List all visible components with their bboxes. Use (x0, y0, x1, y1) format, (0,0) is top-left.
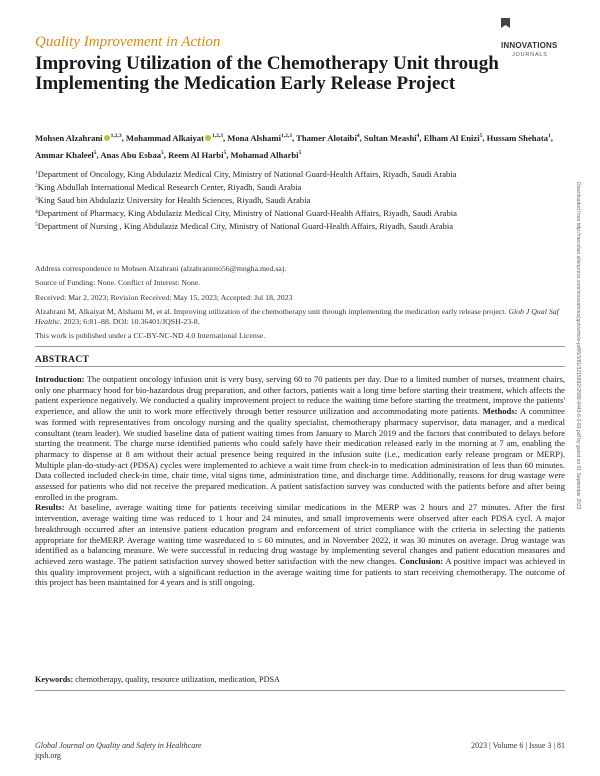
author-name: Hussam Shehata$^1$ (486, 133, 551, 143)
journal-logo: INNOVATIONS JOURNALS (501, 17, 563, 58)
divider (35, 346, 565, 347)
license: This work is published under a CC-BY-NC-ND 4.0 International License. (35, 331, 266, 340)
footer-issue: 2023 | Volume 6 | Issue 3 | 81 (471, 741, 565, 750)
abstract-body: Introduction: The outpatient oncology infusion unit is very busy, serving 60 to 70 patients per day. Due to a limited number of nurses, treatment chairs, only one pharmacy hood for bio-hazardous drug preparation, and other factors, patients wait a long time before starting their treatment, which affects the patient experience negatively. We conducted a quality improvement project to reduce the waiting time before starting the treatment, improve the patients' experience, and allow the unit to work more effectively through better resource utilization and accommodating more patients. Methods: A committee was formed with representatives from oncology nursing and the quality specialist, chemotherapy pharmacy supervisor, data manager, and a medical consultant (team leader). We studied baseline data of patient waiting times from January to March 2019 and the factors that contributed to delays before starting the treatment. The charge nurse identified patients who could safely have their medication released early in the morning at 7 am, enabling the pharmacy to dispense at 8 am without their actual presence being required in the infusion suite (i.e., medication early release program or MERP). Multiple plan-do-study-act (PDSA) cycles were implemented to achieve a wait time from check-in to medication administration of less than 60 minutes. Data collected included check-in time, chair time, vital signs time, administration time, and discharge time. Additionally, reasons for drug wastage were assessed for patients who did not receive the prepared medication. A patient satisfaction survey was conducted with the patients before and after being enrolled in the program. Results: At baseline, average waiting time for patients receiving similar medications in the MERP was 2 hours and 27 minutes. After the first intervention, average waiting time was reduced to 1 hour and 24 minutes, and small improvements were observed after each PDSA cycl. A major breakthrough occurred after an intensive patient education program and enforcement of strict compliance with the criteria in selecting the patients appropriate for theMERP. Average waiting time wasreduced to ≤ 60 minutes, and in November 2022, it was 30 minutes on average. Drug wastage was identified as a balancing measure. We were successful in reducing drug wastage by implementing several changes and patient education measures and achieved zero wastage. The patient satisfaction survey showed better satisfaction with the new changes. Conclusion: A positive impact was achieved in this quality improvement project, with a significant reduction in the average waiting time for patients to start receiving chemotherapy. The outcome of this project has been maintained for 4 years and is still ongoing. (35, 374, 565, 588)
author-name: Elham Al Enizi$^5$ (423, 133, 483, 143)
citation: Alzahrani M, Alkaiyat M, Alshami M, et al. Improving utilization of the chemotherapy unit through implementing the medication early release project. Glob J Qual Saf Healthc. 2023; 6:81–88. DOI: 10.36401/JQSH-23-8. (35, 307, 559, 326)
footer-journal: Global Journal on Quality and Safety in Healthcare jqsh.org (35, 741, 202, 760)
bookmark-icon (501, 18, 510, 28)
article-dates: Received: Mar 2, 2023; Revision Received: May 15, 2023; Accepted: Jul 18, 2023 (35, 293, 293, 302)
affiliation-item: $^3$King Saud bin Abdulaziz University for Health Sciences, Riyadh, Saudi Arabia (35, 195, 311, 205)
download-side-note: Downloaded from http://meridian.allenpress.com/innovations/jqsh/article-pdf/6/3/81/3215892/i2589-9449-6-3-81.pdf by guest on 01 September 2023 (575, 182, 581, 510)
correspondence: Address correspondence to Mohsen Alzahrani (alzahranimo56@mngha.med.sa). (35, 264, 287, 273)
orcid-icon[interactable] (205, 135, 211, 141)
orcid-icon[interactable] (104, 135, 110, 141)
affiliation-item: $^2$King Abdullah International Medical Research Center, Riyadh, Saudi Arabia (35, 182, 302, 192)
journal-site-link[interactable]: jqsh.org (35, 751, 61, 760)
affiliation-item: $^4$Department of Pharmacy, King Abdulaziz Medical City, Ministry of National Guard-Health Affairs, Riyadh, Saudi Arabia (35, 208, 457, 218)
author-name: Mohamad Alharbi$^5$ (230, 150, 302, 160)
affiliation-item: $^1$Department of Oncology, King Abdulaziz Medical City, Ministry of National Guard-Health Affairs, Riyadh, Saudi Arabia (35, 169, 457, 179)
funding-statement: Source of Funding: None. Conflict of Interest: None. (35, 278, 201, 287)
affiliation-list (35, 168, 565, 233)
author-name: Sultan Meashi$^4$ (363, 133, 420, 143)
author-name: Reem Al Harbi$^5$ (168, 150, 227, 160)
affiliation-item: $^5$Department of Nursing , King Abdulaziz Medical City, Ministry of National Guard-Health Affairs, Riyadh, Saudi Arabia (35, 221, 454, 231)
author-name: Mona Alshami$^{1,2,3}$ (227, 133, 292, 143)
author-list: Mohsen Alzahrani $^{1,2,3}$, Mohammad Alkaiyat $^{1,2,3}$, Mona Alshami$^{1,2,3}$, Thamer Alotaibi$^4$, Sultan Meashi$^4$, Elham Al Enizi$^5$, Hussam Shehata$^1$, Ammar Khaleel$^5$, Anas Abu Esbaa$^5$, Reem Al Harbi$^5$, Mohamad Alharbi$^5$ (35, 133, 553, 160)
author-name: Ammar Khaleel$^5$ (35, 150, 97, 160)
author-name: Mohammad Alkaiyat $^{1,2,3}$ (125, 133, 223, 143)
article-category: Quality Improvement in Action (35, 34, 221, 50)
divider (35, 366, 565, 367)
abstract-heading: ABSTRACT (35, 355, 90, 365)
article-title: Improving Utilization of the Chemotherapy Unit through Implementing the Medication Early Release Project (35, 53, 499, 94)
divider (35, 690, 565, 691)
author-name: Mohsen Alzahrani $^{1,2,3}$ (35, 133, 122, 143)
keywords: Keywords: chemotherapy, quality, resource utilization, medication, PDSA (35, 675, 280, 684)
author-name: Anas Abu Esbaa$^5$ (100, 150, 164, 160)
author-name: Thamer Alotaibi$^4$ (296, 133, 360, 143)
